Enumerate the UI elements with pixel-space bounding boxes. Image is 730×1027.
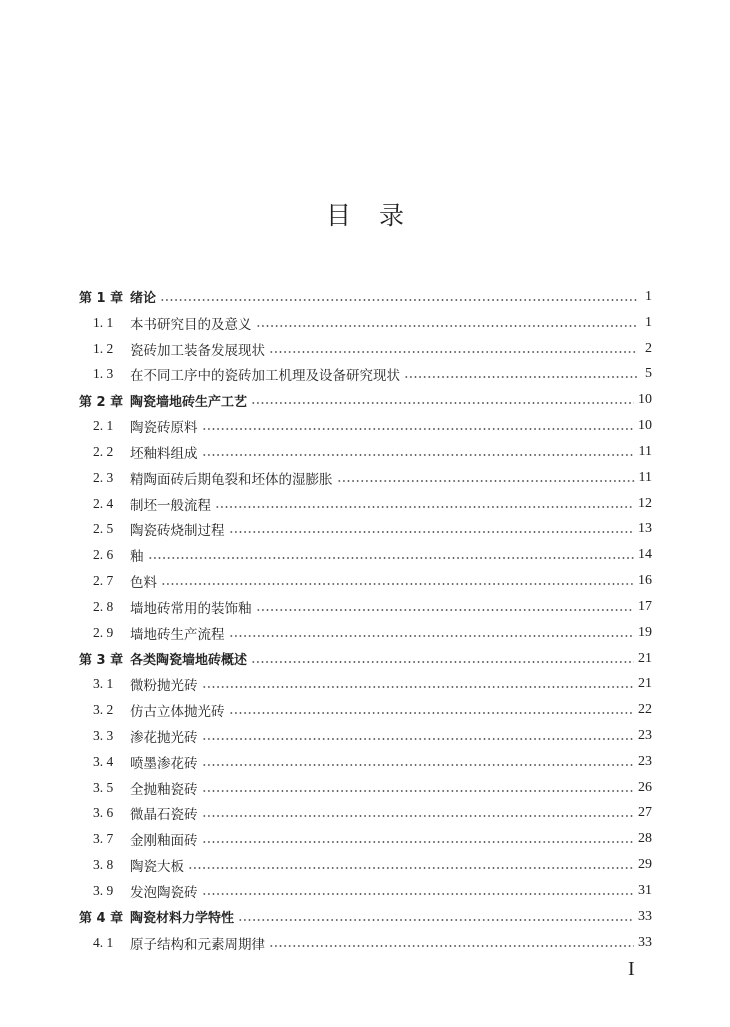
entry-number: 3. 9 — [93, 882, 114, 898]
entry-page: 17 — [638, 598, 652, 614]
toc-chapter-entry[interactable] — [79, 646, 652, 672]
dot-leader — [269, 351, 638, 353]
toc-section-entry[interactable] — [79, 697, 652, 723]
entry-title: 坯釉料组成 — [130, 445, 198, 462]
entry-number: 4. 1 — [93, 934, 114, 950]
toc-section-entry[interactable] — [79, 878, 652, 904]
entry-page: 22 — [638, 702, 652, 718]
toc-section-entry[interactable] — [79, 491, 652, 517]
entry-number: 第 3 章 — [79, 653, 124, 668]
toc-section-entry[interactable] — [79, 310, 652, 336]
toc-section-entry[interactable] — [79, 465, 652, 491]
entry-number: 1. 3 — [93, 366, 114, 382]
toc-section-entry[interactable] — [79, 852, 652, 878]
dot-leader — [202, 738, 635, 740]
entry-page: 33 — [638, 934, 652, 950]
entry-page: 28 — [638, 831, 652, 847]
entry-title: 微晶石瓷砖 — [130, 807, 198, 824]
dot-leader — [238, 919, 634, 921]
dot-leader — [251, 661, 634, 663]
toc-section-entry[interactable] — [79, 439, 652, 465]
toc-section-entry[interactable] — [79, 671, 652, 697]
entry-title: 陶瓷砖烧制过程 — [130, 523, 225, 540]
dot-leader — [229, 712, 635, 714]
entry-page: 10 — [638, 392, 652, 408]
dot-leader — [202, 454, 635, 456]
entry-number: 2. 8 — [93, 598, 114, 614]
entry-page: 2 — [645, 340, 652, 356]
entry-page: 14 — [638, 547, 652, 563]
entry-page: 26 — [638, 779, 652, 795]
dot-leader — [269, 945, 634, 947]
dot-leader — [188, 867, 634, 869]
entry-number: 第 4 章 — [79, 911, 124, 927]
entry-page: 16 — [638, 573, 652, 589]
entry-title: 墙地砖常用的装饰釉 — [130, 600, 252, 617]
entry-number: 2. 9 — [93, 624, 114, 640]
toc-section-entry[interactable] — [79, 775, 652, 801]
entry-number: 2. 7 — [93, 573, 114, 589]
entry-title: 本书研究目的及意义 — [130, 316, 252, 333]
dot-leader — [148, 557, 635, 559]
entry-page: 11 — [638, 443, 652, 459]
entry-title: 陶瓷材料力学特性 — [130, 911, 235, 927]
dot-leader — [202, 790, 635, 792]
entry-page: 29 — [638, 857, 652, 873]
toc-section-entry[interactable] — [79, 930, 652, 956]
dot-leader — [202, 764, 635, 766]
entry-page: 23 — [638, 727, 652, 743]
entry-number: 2. 3 — [93, 469, 114, 485]
entry-title: 各类陶瓷墙地砖概述 — [130, 653, 248, 668]
entry-number: 2. 5 — [93, 521, 114, 537]
entry-number: 3. 5 — [93, 779, 114, 795]
entry-number: 第 2 章 — [79, 394, 124, 410]
dot-leader — [256, 325, 639, 327]
entry-title: 陶瓷大板 — [130, 859, 184, 876]
entry-title: 原子结构和元素周期律 — [130, 936, 265, 953]
entry-number: 1. 1 — [93, 314, 114, 330]
toc-section-entry[interactable] — [79, 749, 652, 775]
dot-leader — [202, 841, 635, 843]
entry-title: 仿古立体抛光砖 — [130, 704, 225, 721]
dot-leader — [215, 506, 634, 508]
entry-page: 33 — [638, 908, 652, 924]
entry-number: 3. 7 — [93, 831, 114, 847]
page-title: 目录 — [325, 201, 432, 230]
entry-number: 1. 2 — [93, 340, 114, 356]
dot-leader — [161, 583, 634, 585]
dot-leader — [251, 402, 634, 404]
entry-number: 2. 4 — [93, 495, 114, 511]
toc-section-entry[interactable] — [79, 826, 652, 852]
entry-page: 10 — [638, 418, 652, 434]
entry-title: 喷墨渗花砖 — [130, 755, 198, 772]
toc-section-entry[interactable] — [79, 723, 652, 749]
entry-title: 墙地砖生产流程 — [130, 626, 225, 643]
toc-chapter-entry[interactable] — [79, 284, 652, 310]
toc-section-entry[interactable] — [79, 336, 652, 362]
entry-title: 色料 — [130, 575, 157, 592]
entry-page: 1 — [645, 288, 652, 304]
entry-page: 5 — [645, 366, 652, 382]
entry-page: 23 — [638, 753, 652, 769]
entry-page: 21 — [638, 650, 652, 666]
entry-number: 3. 6 — [93, 805, 114, 821]
entry-title: 金刚釉面砖 — [130, 833, 198, 850]
entry-page: 13 — [638, 521, 652, 537]
toc-section-entry[interactable] — [79, 801, 652, 827]
dot-leader — [404, 376, 638, 378]
entry-number: 3. 3 — [93, 727, 114, 743]
entry-title: 在不同工序中的瓷砖加工机理及设备研究现状 — [130, 368, 400, 385]
dot-leader — [229, 635, 635, 637]
entry-title: 绪论 — [130, 291, 157, 307]
entry-title: 陶瓷墙地砖生产工艺 — [130, 394, 248, 410]
entry-title: 陶瓷砖原料 — [130, 420, 198, 437]
entry-number: 第 1 章 — [79, 291, 124, 307]
entry-number: 3. 4 — [93, 753, 114, 769]
entry-page: 19 — [638, 624, 652, 640]
toc-section-entry[interactable] — [79, 516, 652, 542]
toc-section-entry[interactable] — [79, 620, 652, 646]
entry-title: 微粉抛光砖 — [130, 678, 198, 695]
entry-title: 全抛釉瓷砖 — [130, 781, 198, 798]
entry-title: 瓷砖加工装备发展现状 — [130, 342, 265, 359]
entry-page: 1 — [645, 314, 652, 330]
table-of-contents — [79, 284, 652, 956]
entry-number: 2. 1 — [93, 418, 114, 434]
dot-leader — [202, 893, 635, 895]
entry-number: 3. 1 — [93, 676, 114, 692]
dot-leader — [202, 815, 635, 817]
entry-page: 12 — [638, 495, 652, 511]
page-number: I — [628, 958, 635, 980]
entry-number: 2. 6 — [93, 547, 114, 563]
entry-page: 11 — [638, 469, 652, 485]
entry-title: 渗花抛光砖 — [130, 729, 198, 746]
dot-leader — [160, 299, 638, 301]
dot-leader — [229, 531, 635, 533]
entry-number: 3. 2 — [93, 702, 114, 718]
entry-title: 釉 — [130, 549, 144, 566]
toc-section-entry[interactable] — [79, 568, 652, 594]
toc-chapter-entry[interactable] — [79, 904, 652, 930]
entry-number: 2. 2 — [93, 443, 114, 459]
entry-page: 31 — [638, 882, 652, 898]
dot-leader — [202, 686, 635, 688]
entry-title: 发泡陶瓷砖 — [130, 884, 198, 901]
entry-page: 21 — [638, 676, 652, 692]
toc-chapter-entry[interactable] — [79, 387, 652, 413]
entry-title: 制坯一般流程 — [130, 497, 211, 514]
toc-section-entry[interactable] — [79, 413, 652, 439]
entry-page: 27 — [638, 805, 652, 821]
dot-leader — [202, 428, 635, 430]
toc-section-entry[interactable] — [79, 594, 652, 620]
entry-title: 精陶面砖后期龟裂和坯体的湿膨胀 — [130, 471, 333, 488]
toc-section-entry[interactable] — [79, 542, 652, 568]
toc-section-entry[interactable] — [79, 361, 652, 387]
dot-leader — [337, 480, 635, 482]
dot-leader — [256, 609, 635, 611]
entry-number: 3. 8 — [93, 857, 114, 873]
